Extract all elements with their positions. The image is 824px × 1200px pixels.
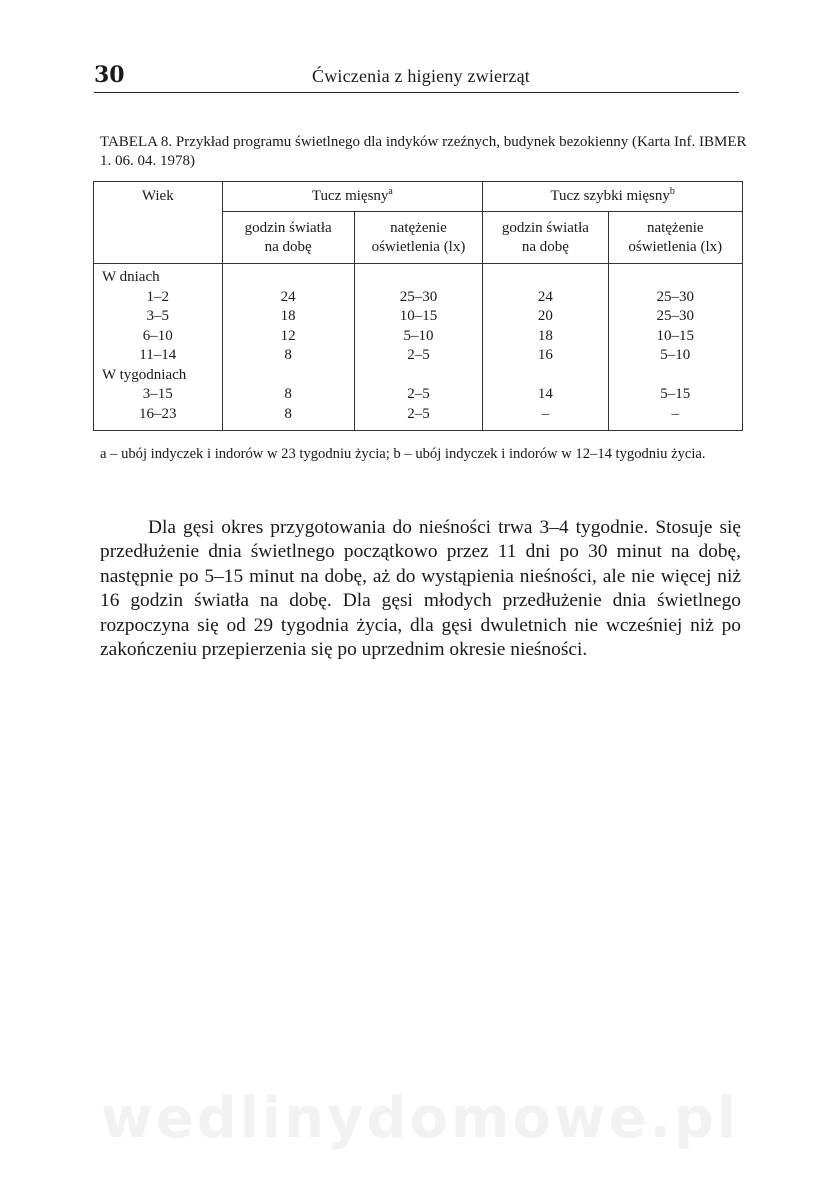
cell-age: 11–14 — [94, 346, 223, 366]
cell-lux-b: 5–15 — [608, 385, 742, 405]
header-tucz-szybki — [483, 182, 743, 212]
cell-lux-a: 25–30 — [354, 288, 482, 308]
footnote-mark-b: b — [669, 186, 675, 197]
cell-lux-a: 2–5 — [354, 405, 482, 431]
table-row — [94, 288, 743, 308]
empty-cell — [354, 264, 482, 288]
cell-lux-a: 5–10 — [354, 327, 482, 347]
subheader-line: na dobę — [264, 238, 312, 255]
subheader-lux-a — [354, 212, 482, 264]
cell-age: 3–5 — [94, 307, 223, 327]
empty-cell — [354, 366, 482, 386]
subheader-lux-b — [608, 212, 742, 264]
empty-cell — [608, 366, 742, 386]
cell-hours-a: 12 — [222, 327, 354, 347]
cell-lux-b: 25–30 — [608, 288, 742, 308]
table-caption: TABELA 8. Przykład programu świetlnego dla indyków rzeźnych, budynek bezokienny (Karta Inf. IBMER 1. 06. 04. 1978) — [100, 134, 747, 169]
cell-hours-b: 24 — [483, 288, 608, 308]
table-row — [94, 346, 743, 366]
cell-lux-b: – — [608, 405, 742, 431]
cell-hours-a: 8 — [222, 385, 354, 405]
header-wiek: Wiek — [94, 182, 223, 264]
cell-hours-b: – — [483, 405, 608, 431]
subheader-line: na dobę — [521, 238, 569, 255]
empty-cell — [608, 264, 742, 288]
light-program-table — [93, 181, 743, 431]
page-number: 30 — [94, 62, 125, 88]
subheader-line: oświetlenia (lx) — [371, 238, 466, 255]
cell-age: 1–2 — [94, 288, 223, 308]
subheader-line: oświetlenia (lx) — [628, 238, 723, 255]
header-tucz-miesny — [222, 182, 483, 212]
section-label-weeks: W tygodniach — [94, 366, 223, 386]
table-row — [94, 405, 743, 431]
cell-hours-b: 18 — [483, 327, 608, 347]
cell-hours-a: 24 — [222, 288, 354, 308]
subheader-line: natężenie — [390, 219, 447, 236]
header-tucz-miesny-label: Tucz mięsny — [311, 188, 389, 204]
cell-age: 3–15 — [94, 385, 223, 405]
subheader-hours-b — [483, 212, 608, 264]
empty-cell — [483, 366, 608, 386]
cell-lux-a: 10–15 — [354, 307, 482, 327]
cell-hours-b: 16 — [483, 346, 608, 366]
table-body — [94, 264, 743, 431]
cell-lux-b: 10–15 — [608, 327, 742, 347]
cell-lux-a: 2–5 — [354, 385, 482, 405]
cell-lux-a: 2–5 — [354, 346, 482, 366]
table-footnote: a – ubój indyczek i indorów w 23 tygodniu życia; b – ubój indyczek i indorów w 12–14 tygodniu życia. — [100, 446, 706, 462]
section-row-weeks — [94, 366, 743, 386]
cell-hours-b: 14 — [483, 385, 608, 405]
body-paragraph: Dla gęsi okres przygotowania do nieśności trwa 3–4 tygodnie. Stosuje się przedłużenie dnia świetlnego początkowo przez 11 dni po 30 minut na dobę, następnie po 5–15 minut na dobę, aż do wystąpienia nieśności, ale nie więcej niż 16 godzin światła na dobę. Dla gęsi młodych przedłużenie dnia świetlnego rozpoczyna się od 29 tygodnia życia, dla gęsi dwuletnich nie wcześniej niż po zakończeniu przepierzenia się po uprzednim okresie nieśności. — [100, 517, 741, 661]
subheader-line: godzin światła — [501, 219, 589, 236]
cell-age: 16–23 — [94, 405, 223, 431]
table-row — [94, 307, 743, 327]
cell-hours-a: 8 — [222, 405, 354, 431]
table-header-row — [94, 182, 743, 212]
subheader-line: godzin światła — [244, 219, 332, 236]
footnote-mark-a: a — [388, 186, 393, 197]
subheader-line: natężenie — [646, 219, 704, 236]
running-title: Ćwiczenia z higieny zwierząt — [312, 66, 530, 86]
cell-lux-b: 5–10 — [608, 346, 742, 366]
cell-lux-b: 25–30 — [608, 307, 742, 327]
cell-hours-b: 20 — [483, 307, 608, 327]
header-rule — [94, 92, 739, 93]
empty-cell — [483, 264, 608, 288]
table-row — [94, 385, 743, 405]
watermark-logo: wedlinydomowe.pl — [100, 1086, 740, 1151]
empty-cell — [222, 366, 354, 386]
cell-age: 6–10 — [94, 327, 223, 347]
section-row-days — [94, 264, 743, 288]
empty-cell — [222, 264, 354, 288]
cell-hours-a: 8 — [222, 346, 354, 366]
table-row — [94, 327, 743, 347]
cell-hours-a: 18 — [222, 307, 354, 327]
header-tucz-szybki-label: Tucz szybki mięsny — [550, 188, 670, 204]
section-label-days: W dniach — [94, 264, 223, 288]
subheader-hours-a — [222, 212, 354, 264]
